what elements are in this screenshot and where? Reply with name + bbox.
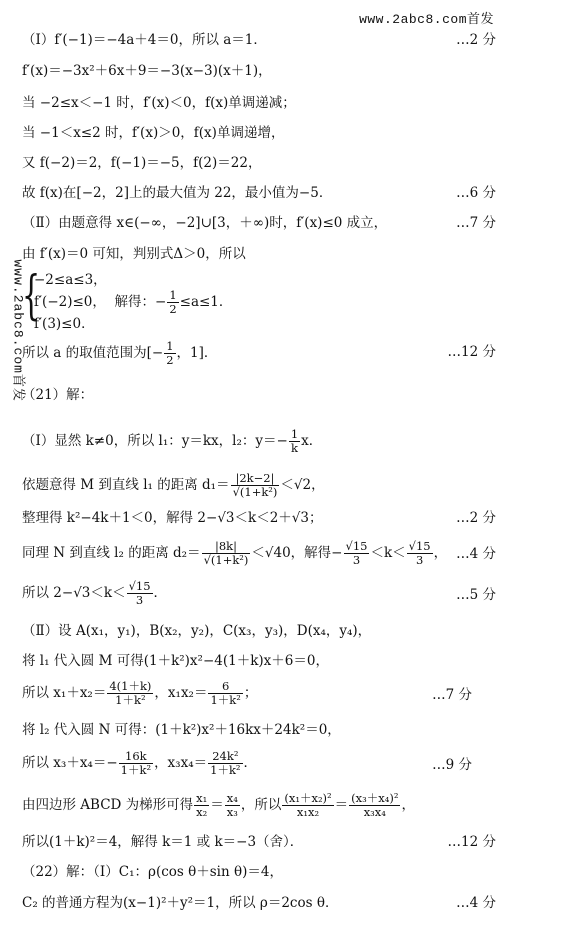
brace: { xyxy=(22,266,41,326)
fraction: $\frac{|8k|}{\text{√(1+k²)}}$ xyxy=(203,539,249,567)
text-line: 整理得 k²−4k＋1＜0，解得 2−√3＜k＜2＋√3； xyxy=(22,510,323,526)
score-label: …7 分 xyxy=(432,687,472,703)
text-line: 所以 a 的取值范围为[− $\frac{1}{2}$ ，1]． xyxy=(22,339,218,367)
system-row: f′(3)≤0． xyxy=(34,316,95,332)
text-line: 又 f(−2)＝2，f(−1)＝−5，f(2)＝22， xyxy=(22,155,262,171)
score-label: …2 分 xyxy=(456,510,496,526)
text-line: 所以 x₃＋x₄＝− $\frac{16k}{\text{1＋k²}}$ ，x₃x₄＝ $\frac{\text{24k²}}{\text{1＋k²}}$ ． xyxy=(22,749,258,777)
system-row: −2≤a≤3， xyxy=(34,272,107,288)
score-label: …12 分 xyxy=(447,344,496,360)
score-label: …4 分 xyxy=(456,546,496,562)
score-label: …4 分 xyxy=(456,895,496,911)
text-line: 所以(1＋k)²＝4，解得 k＝1 或 k＝−3（舍）． xyxy=(22,834,304,850)
text-line: 由 f′(x)＝0 可知，判别式Δ＞0，所以 xyxy=(22,246,246,262)
score-label: …5 分 xyxy=(456,587,496,603)
fraction: $\frac{16k}{\text{1＋k²}}$ xyxy=(120,749,152,777)
fraction: $\frac{6}{\text{1＋k²}}$ xyxy=(210,679,241,707)
text-line: 故 f(x)在[−2，2]上的最大值为 22，最小值为−5． xyxy=(22,185,333,201)
text-line: C₂ 的普通方程为(x−1)²＋y²＝1，所以 ρ＝2cos θ． xyxy=(22,895,339,911)
fraction: $\frac{4(1+k)}{\text{1＋k²}}$ xyxy=(109,679,152,707)
fraction: $\frac{\text{x₁}}{\text{x₂}}$ xyxy=(196,791,208,819)
text-line: f′(x)＝−3x²＋6x＋9＝−3(x−3)(x＋1)， xyxy=(22,63,272,79)
fraction: $\frac{\text{24k²}}{\text{1＋k²}}$ xyxy=(210,749,241,777)
score-label: …12 分 xyxy=(447,834,496,850)
text-line: 当 −1＜x≤2 时，f′(x)＞0，f(x)单调递增， xyxy=(22,125,285,141)
fraction: $\frac{\text{x₄}}{\text{x₃}}$ xyxy=(226,791,238,819)
fraction: $\frac{√15}{3}$ xyxy=(128,579,151,607)
text-line: 将 l₂ 代入圆 N 可得：(1＋k²)x²＋16kx＋24k²＝0， xyxy=(22,722,341,738)
text-line: 依题意得 M 到直线 l₁ 的距离 d₁＝ $\frac{|2k-2|}{\text{√(1+k²)}}$ ＜√2， xyxy=(22,471,325,499)
text-line: （Ⅱ）由题意得 x∈(−∞，−2]∪[3，＋∞)时，f′(x)≤0 成立， xyxy=(22,215,388,231)
text-line: 由四边形 ABCD 为梯形可得 $\frac{\text{x₁}}{\text{x₂}}$ ＝ $\frac{\text{x₄}}{\text{x₃}}$ ，所以 $\frac{\text{(x₁＋x₂)²}}{\text{x₁x₂}}$ ＝ $\frac{\text{(x₃＋x₄)²}}{\text{x₃x₄}}$ ， xyxy=(22,791,415,819)
score-label: …2 分 xyxy=(456,32,496,48)
watermark-side: www.2abc8.com首发 xyxy=(10,259,26,402)
text-line: 当 −2≤x＜−1 时，f′(x)＜0，f(x)单调递减； xyxy=(22,95,296,111)
text-line: （Ⅰ）显然 k≠0，所以 l₁：y＝kx，l₂：y＝− $\frac{1}{k}$ x． xyxy=(22,427,323,455)
fraction: $\frac{√15}{3}$ xyxy=(408,539,431,567)
fraction: $\frac{√15}{3}$ xyxy=(345,539,368,567)
text-line: （Ⅰ）f′(−1)＝−4a＋4＝0，所以 a＝1． xyxy=(22,32,267,48)
watermark-top: www.2abc8.com首发 xyxy=(359,12,494,27)
fraction: $\frac{\text{(x₁＋x₂)²}}{\text{x₁x₂}}$ xyxy=(284,791,332,819)
fraction: $\frac{1}{2}$ xyxy=(169,288,177,316)
text-line: （22）解：（Ⅰ）C₁：ρ(cos θ＋sin θ)＝4， xyxy=(22,864,283,880)
fraction: $\frac{1}{k}$ xyxy=(290,427,299,455)
text-line: 所以 2−√3＜k＜ $\frac{√15}{3}$ ． xyxy=(22,579,168,607)
fraction: $\frac{\text{(x₃＋x₄)²}}{\text{x₃x₄}}$ xyxy=(351,791,399,819)
text-line: 将 l₁ 代入圆 M 可得(1＋k²)x²−4(1＋k)x＋6＝0， xyxy=(22,653,329,669)
score-label: …9 分 xyxy=(432,757,472,773)
fraction: $\frac{|2k-2|}{\text{√(1+k²)}}$ xyxy=(232,471,278,499)
fraction: $\frac{1}{2}$ xyxy=(166,339,174,367)
text-line: （Ⅱ）设 A(x₁，y₁)，B(x₂，y₂)，C(x₃，y₃)，D(x₄，y₄)， xyxy=(22,623,372,639)
text-line: 所以 x₁＋x₂＝ $\frac{4(1+k)}{\text{1＋k²}}$ ，x₁x₂＝ $\frac{6}{\text{1＋k²}}$ ； xyxy=(22,679,258,707)
system-row: f′(−2)≤0， 解得：− $\frac{1}{2}$ ≤a≤1． xyxy=(34,288,233,316)
score-label: …6 分 xyxy=(456,185,496,201)
question-heading: （21）解： xyxy=(22,387,94,403)
score-label: …7 分 xyxy=(456,215,496,231)
text-line: 同理 N 到直线 l₂ 的距离 d₂＝ $\frac{|8k|}{\text{√(1+k²)}}$ ＜√40，解得− $\frac{√15}{3}$ ＜k＜ $\frac{√15}{3}$ ， xyxy=(22,539,448,567)
